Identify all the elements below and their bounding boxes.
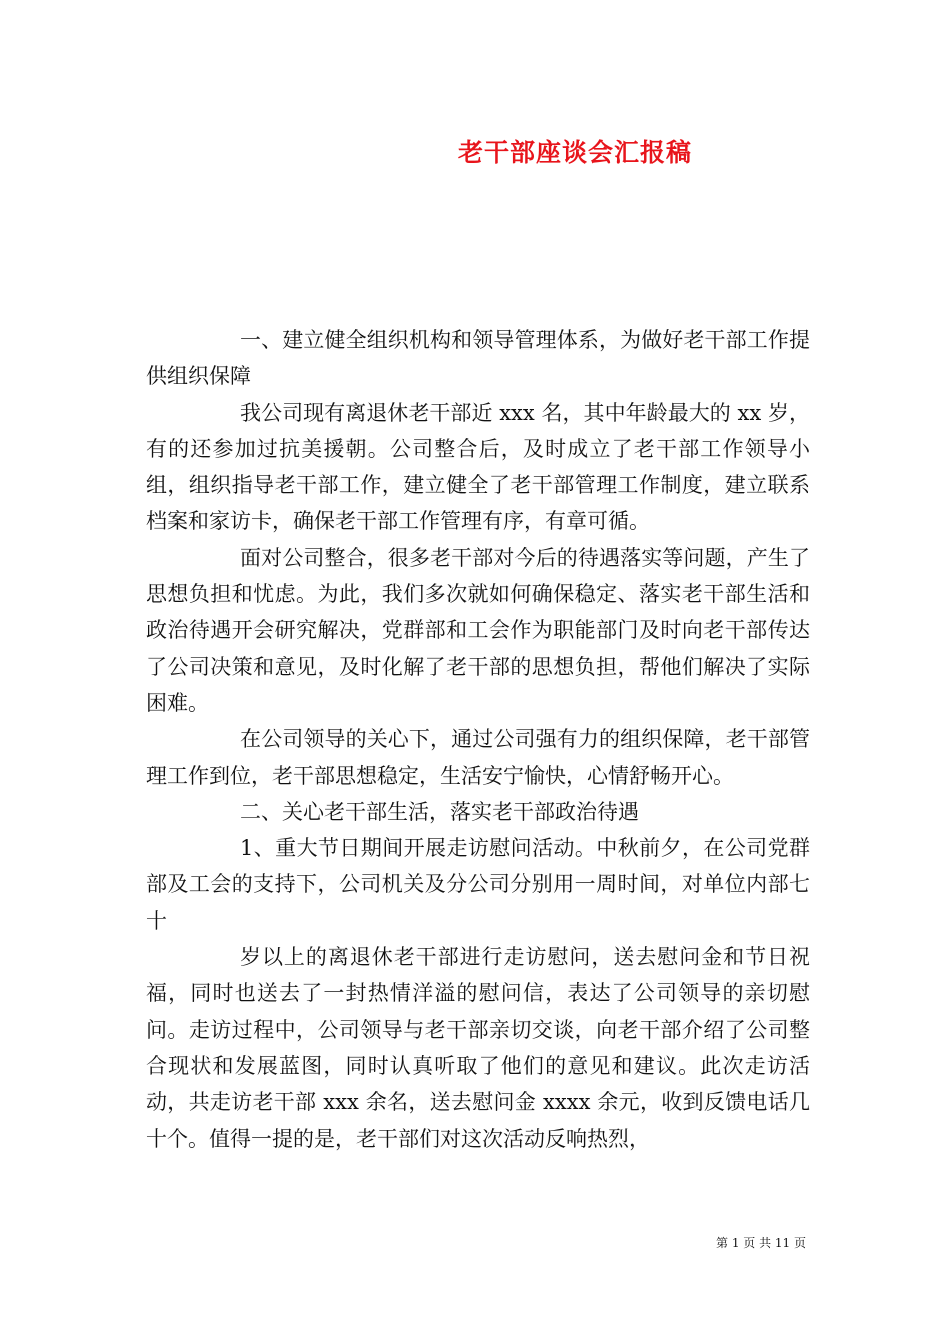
paragraph: 岁以上的离退休老干部进行走访慰问，送去慰问金和节日祝福，同时也送去了一封热情洋溢的慰问信，表达了公司领导的亲切慰问。走访过程中，公司领导与老干部亲切交谈，向老干部介绍了公司整合现状和发展蓝图，同时认真听取了他们的意见和建议。此次走访活动，共走访老干部 xxx 余名，送去慰问金 xxxx 余元，收到反馈电话几十个。值得一提的是，老干部们对这次活动反响热烈， [146,945,810,1151]
section-heading-1: 一、建立健全组织机构和领导管理体系，为做好老干部工作提供组织保障 [146,328,810,389]
paragraph: 面对公司整合，很多老干部对今后的待遇落实等问题，产生了思想负担和忧虑。为此，我们多次就如何确保稳定、落实老干部生活和政治待遇开会研究解决，党群部和工会作为职能部门及时向老干部传达了公司决策和意见，及时化解了老干部的思想负担，帮他们解决了实际困难。 [146,545,810,715]
document-title: 老干部座谈会汇报稿 [457,138,692,167]
page-number: 第 1 页 共 11 页 [716,1236,806,1250]
paragraph: 1、重大节日期间开展走访慰问活动。中秋前夕，在公司党群部及工会的支持下，公司机关及分公司分别用一周时间，对单位内部七十 [146,836,810,933]
section-heading-2: 二、关心老干部生活，落实老干部政治待遇 [240,799,639,824]
paragraph: 我公司现有离退休老干部近 xxx 名，其中年龄最大的 xx 岁，有的还参加过抗美援朝。公司整合后，及时成立了老干部工作领导小组，组织指导老干部工作，建立健全了老干部管理工作制度，建立联系档案和家访卡，确保老干部工作管理有序，有章可循。 [146,400,810,534]
document-body [146,322,810,1157]
paragraph: 在公司领导的关心下，通过公司强有力的组织保障，老干部管理工作到位，老干部思想稳定，生活安宁愉快，心情舒畅开心。 [146,727,810,788]
